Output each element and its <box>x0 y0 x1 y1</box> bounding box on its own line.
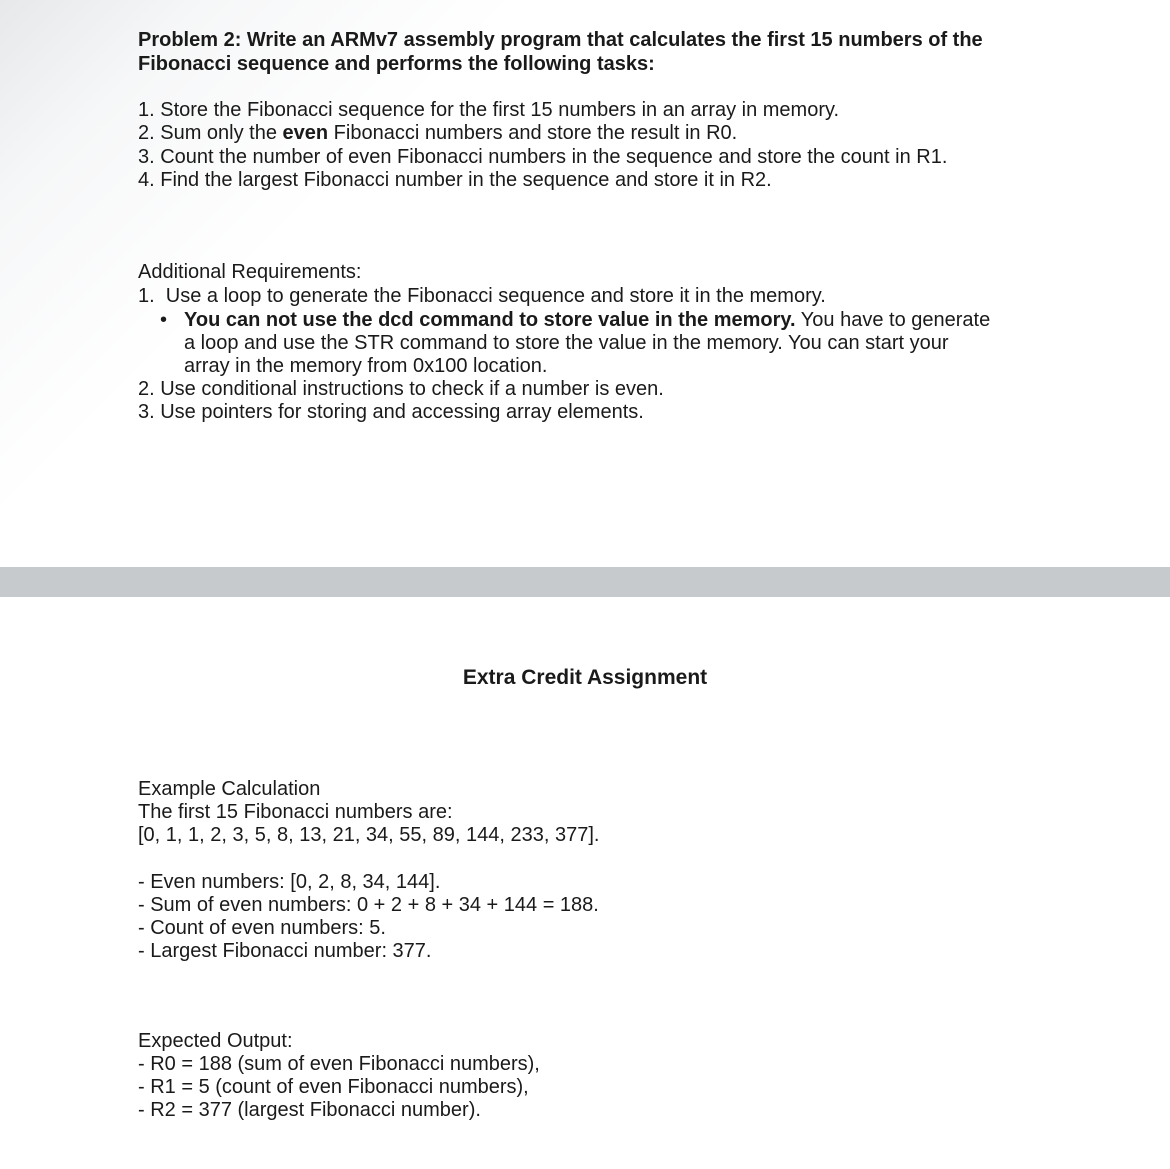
requirement-1-bullet-line3: array in the memory from 0x100 location. <box>184 355 548 377</box>
task-3: 3. Count the number of even Fibonacci numbers in the sequence and store the count in R1. <box>138 146 948 168</box>
requirement-1-bullet-line2: a loop and use the STR command to store the value in the memory. You can start your <box>184 332 949 354</box>
example-sum-even: - Sum of even numbers: 0 + 2 + 8 + 34 + 144 = 188. <box>138 894 599 916</box>
requirement-1: 1. Use a loop to generate the Fibonacci sequence and store it in the memory. <box>138 285 826 307</box>
requirement-1-bullet-line1: You can not use the dcd command to store value in the memory. You have to generate <box>184 309 991 331</box>
example-intro: The first 15 Fibonacci numbers are: <box>138 801 453 823</box>
requirements-heading: Additional Requirements: <box>138 261 362 283</box>
problem-title-line1: Problem 2: Write an ARMv7 assembly program that calculates the first 15 numbers of the <box>138 29 983 51</box>
expected-r0: - R0 = 188 (sum of even Fibonacci numbers), <box>138 1053 540 1075</box>
example-even-numbers: - Even numbers: [0, 2, 8, 34, 144]. <box>138 871 441 893</box>
task-1: 1. Store the Fibonacci sequence for the first 15 numbers in an array in memory. <box>138 99 840 121</box>
example-count-even: - Count of even numbers: 5. <box>138 917 386 939</box>
expected-r2: - R2 = 377 (largest Fibonacci number). <box>138 1099 481 1121</box>
requirement-3: 3. Use pointers for storing and accessing array elements. <box>138 401 644 423</box>
example-largest: - Largest Fibonacci number: 377. <box>138 940 432 962</box>
task-2-emphasis: even <box>282 122 329 144</box>
expected-heading: Expected Output: <box>138 1030 293 1052</box>
task-2: 2. Sum only the even Fibonacci numbers and store the result in R0. <box>138 122 738 144</box>
example-sequence: [0, 1, 1, 2, 3, 5, 8, 13, 21, 34, 55, 89, 144, 233, 377]. <box>138 824 600 846</box>
expected-r1: - R1 = 5 (count of even Fibonacci numbers), <box>138 1076 529 1098</box>
requirement-2: 2. Use conditional instructions to check if a number is even. <box>138 378 664 400</box>
extra-credit-title: Extra Credit Assignment <box>462 666 708 689</box>
example-heading: Example Calculation <box>138 778 321 800</box>
task-4: 4. Find the largest Fibonacci number in the sequence and store it in R2. <box>138 169 772 191</box>
bullet-icon: • <box>160 309 168 331</box>
bullet-emphasis: You can not use the dcd command to store value in the memory. <box>184 309 796 331</box>
page-divider <box>0 567 1170 597</box>
problem-title-line2: Fibonacci sequence and performs the following tasks: <box>138 53 655 75</box>
